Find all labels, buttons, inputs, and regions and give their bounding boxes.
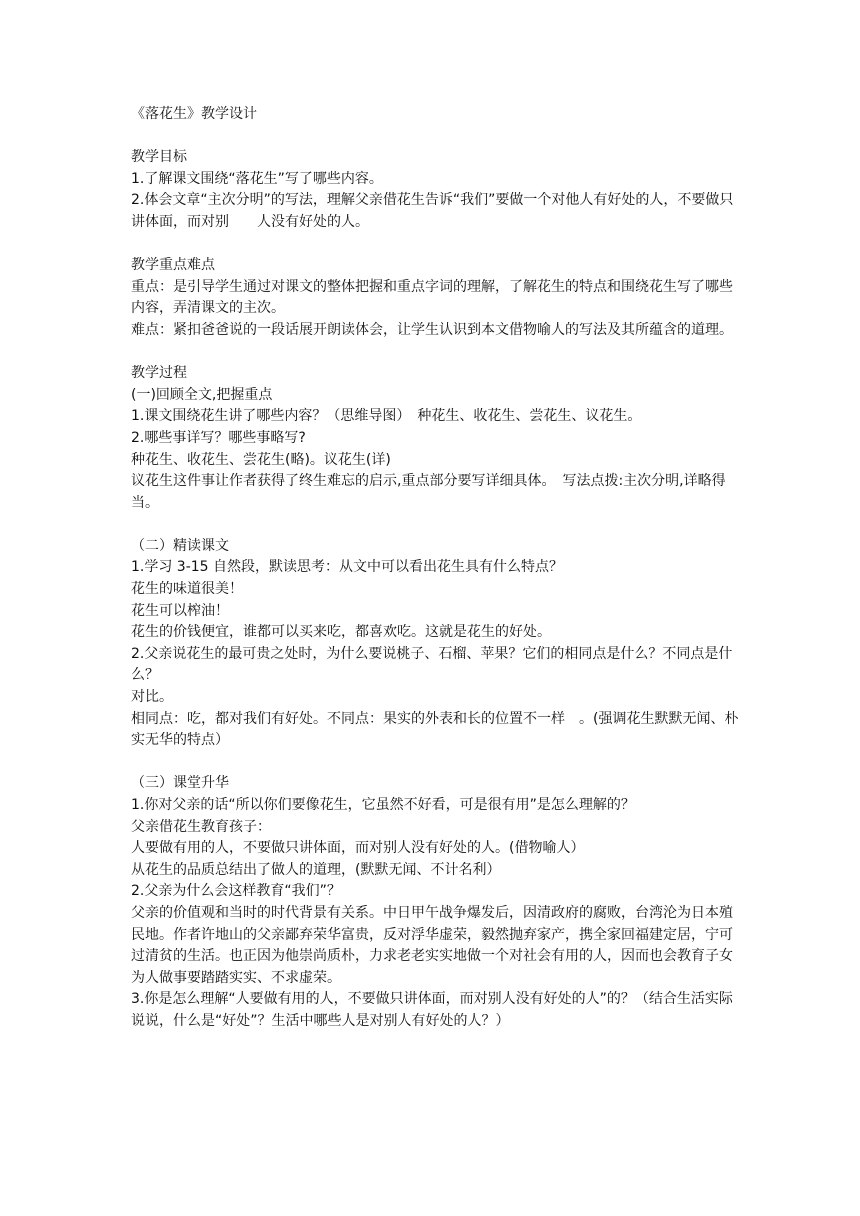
section-teaching-process: [131, 363, 740, 1032]
section-heading: 教学目标: [131, 149, 187, 166]
subsection-heading: (一)回顾全文,把握重点: [131, 386, 273, 403]
paragraph: 父亲借花生教育孩子：: [131, 818, 271, 835]
section-heading: 教学过程: [131, 365, 187, 382]
paragraph: 花生可以榨油！: [131, 602, 229, 619]
paragraph: 1.你对父亲的话“所以你们要像花生，它虽然不好看，可是很有用”是怎么理解的？: [131, 797, 635, 813]
spacer: [131, 514, 740, 536]
paragraph: 重点：是引导学生通过对课文的整体把握和重点字词的理解，了解花生的特点和围绕花生写了哪些内容，弄清课文的主次。: [131, 278, 733, 317]
paragraph: 2.体会文章“主次分明”的写法，理解父亲借花生告诉“我们”要做一个对他人有好处的人，不要做只讲体面，而对别 人没有好处的人。: [131, 192, 734, 230]
subsection-heading: （三）课堂升华: [131, 775, 229, 792]
section-key-points: [131, 255, 740, 341]
section-teaching-goals: [131, 147, 740, 233]
paragraph: 相同点：吃，都对我们有好处。不同点：果实的外表和长的位置不一样 。(强调花生默默无闻、朴实无华的特点）: [131, 710, 739, 749]
spacer: [131, 752, 740, 774]
section-heading: 教学重点难点: [131, 257, 215, 274]
spacer: [131, 342, 740, 364]
paragraph: 议花生这件事让作者获得了终生难忘的启示,重点部分要写详细具体。 写法点拨:主次分明,详略得当。: [131, 473, 726, 511]
spacer: [131, 126, 740, 148]
spacer: [131, 234, 740, 256]
paragraph: 花生的味道很美！: [131, 581, 243, 598]
paragraph: 2.父亲说花生的最可贵之处时，为什么要说桃子、石榴、苹果？它们的相同点是什么？不同点是什么？: [131, 645, 733, 684]
paragraph: 2.哪些事详写？哪些事略写?: [131, 429, 306, 446]
paragraph: 父亲的价值观和当时的时代背景有关系。中日甲午战争爆发后，因清政府的腐败，台湾沦为日本殖民地。作者许地山的父亲鄙弃荣华富贵，反对浮华虚荣，毅然抛弃家产，携全家回福建定居，宁可过清贫的生活。也正因为他崇尚质朴，力求老老实实地做一个对社会有用的人，因而也会教育子女为人做事要踏踏实实、不求虚荣。: [131, 904, 733, 986]
paragraph: 难点：紧扣爸爸说的一段话展开朗读体会，让学生认识到本文借物喻人的写法及其所蕴含的道理。: [131, 321, 733, 338]
paragraph: 花生的价钱便宜，谁都可以买来吃，都喜欢吃。这就是花生的好处。: [131, 624, 551, 641]
paragraph: 种花生、收花生、尝花生(略)。议花生(详): [131, 451, 391, 468]
paragraph: 1.课文围绕花生讲了哪些内容？（思维导图） 种花生、收花生、尝花生、议花生。: [131, 408, 642, 425]
paragraph: 人要做有用的人，不要做只讲体面，而对别人没有好处的人。(借物喻人）: [131, 840, 585, 857]
paragraph: 对比。: [131, 689, 173, 706]
subsection-heading: （二）精读课文: [131, 537, 229, 554]
paragraph: 1.了解课文围绕“落花生”写了哪些内容。: [131, 170, 383, 187]
document-title: 《落花生》教学设计: [131, 106, 257, 122]
paragraph: 2.父亲为什么会这样教育“我们”？: [131, 883, 341, 900]
paragraph: 从花生的品质总结出了做人的道理，(默默无闻、不计名利）: [131, 861, 501, 878]
paragraph: 3.你是怎么理解“人要做有用的人，不要做只讲体面，而对别人没有好处的人”的？（结合生活实际说说，什么是“好处”？生活中哪些人是对别人有好处的人？）: [131, 991, 733, 1029]
paragraph: 1.学习 3-15 自然段，默读思考：从文中可以看出花生具有什么特点？: [131, 559, 564, 576]
